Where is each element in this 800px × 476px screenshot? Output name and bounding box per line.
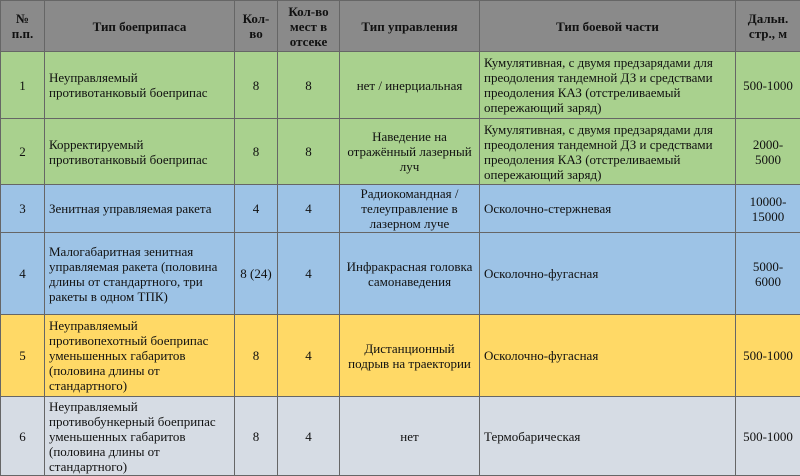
cell-num: 1 [1, 52, 45, 119]
header-range: Дальн. стр., м [736, 1, 800, 52]
cell-range: 500-1000 [736, 315, 800, 397]
cell-warhead: Кумулятивная, с двумя предзарядами для преодоления тандемной ДЗ и средствами преодоления КАЗ (отстреливаемый опережающий заряд) [480, 119, 736, 185]
header-warhead: Тип боевой части [480, 1, 736, 52]
cell-num: 4 [1, 233, 45, 315]
cell-type: Зенитная управляемая ракета [45, 185, 235, 233]
table-row [1, 52, 800, 119]
cell-warhead: Осколочно-фугасная [480, 233, 736, 315]
cell-guidance: нет / инерциальная [340, 52, 480, 119]
cell-slots: 4 [278, 233, 340, 315]
header-row [1, 1, 800, 52]
header-num: № п.п. [1, 1, 45, 52]
cell-num: 2 [1, 119, 45, 185]
cell-range: 2000-5000 [736, 119, 800, 185]
cell-warhead: Осколочно-стержневая [480, 185, 736, 233]
cell-guidance: нет [340, 397, 480, 476]
cell-qty: 4 [235, 185, 278, 233]
cell-slots: 4 [278, 185, 340, 233]
cell-slots: 4 [278, 397, 340, 476]
cell-type: Неуправляемый противотанковый боеприпас [45, 52, 235, 119]
cell-guidance: Наведение на отражённый лазерный луч [340, 119, 480, 185]
cell-type: Малогабаритная зенитная управляемая ракета (половина длины от стандартного, три ракеты в одном ТПК) [45, 233, 235, 315]
header-guidance: Тип управления [340, 1, 480, 52]
cell-qty: 8 (24) [235, 233, 278, 315]
cell-num: 3 [1, 185, 45, 233]
cell-warhead: Осколочно-фугасная [480, 315, 736, 397]
cell-type: Корректируемый противотанковый боеприпас [45, 119, 235, 185]
cell-range: 10000-15000 [736, 185, 800, 233]
cell-num: 6 [1, 397, 45, 476]
table-row [1, 185, 800, 233]
table-row [1, 315, 800, 397]
table-row [1, 119, 800, 185]
table-row [1, 397, 800, 476]
cell-guidance: Дистанционный подрыв на траектории [340, 315, 480, 397]
table-row [1, 233, 800, 315]
header-type: Тип боеприпаса [45, 1, 235, 52]
cell-type: Неуправляемый противобункерный боеприпас уменьшенных габаритов (половина длины от стандартного) [45, 397, 235, 476]
header-qty: Кол-во [235, 1, 278, 52]
cell-qty: 8 [235, 119, 278, 185]
cell-warhead: Кумулятивная, с двумя предзарядами для преодоления тандемной ДЗ и средствами преодоления КАЗ (отстреливаемый опережающий заряд) [480, 52, 736, 119]
cell-type: Неуправляемый противопехотный боеприпас уменьшенных габаритов (половина длины от стандартного) [45, 315, 235, 397]
cell-num: 5 [1, 315, 45, 397]
cell-slots: 4 [278, 315, 340, 397]
cell-guidance: Радиокомандная / телеуправление в лазерном луче [340, 185, 480, 233]
cell-range: 500-1000 [736, 52, 800, 119]
cell-range: 5000-6000 [736, 233, 800, 315]
cell-qty: 8 [235, 315, 278, 397]
cell-slots: 8 [278, 52, 340, 119]
cell-guidance: Инфракрасная головка самонаведения [340, 233, 480, 315]
cell-range: 500-1000 [736, 397, 800, 476]
header-slots: Кол-во мест в отсеке [278, 1, 340, 52]
cell-warhead: Термобарическая [480, 397, 736, 476]
cell-qty: 8 [235, 52, 278, 119]
cell-slots: 8 [278, 119, 340, 185]
cell-qty: 8 [235, 397, 278, 476]
